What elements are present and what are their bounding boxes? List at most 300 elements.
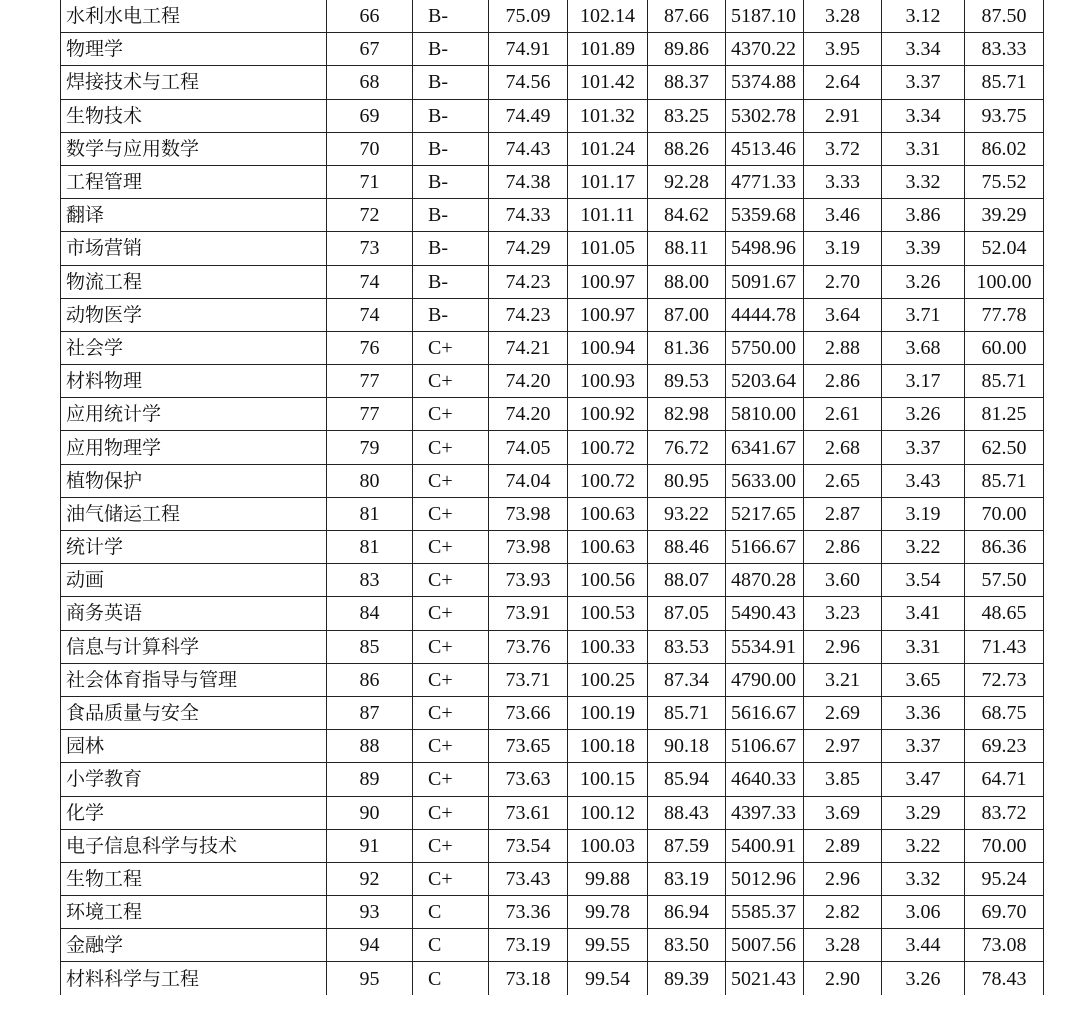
grade-cell: C [413, 929, 489, 962]
index-cell: 100.19 [568, 696, 648, 729]
score-cell: 73.65 [489, 730, 568, 763]
grade-cell: C+ [413, 431, 489, 464]
table-row [61, 730, 1044, 763]
table-row [61, 862, 1044, 895]
table-row [61, 132, 1044, 165]
index-cell: 100.97 [568, 298, 648, 331]
percent-cell: 57.50 [965, 564, 1044, 597]
table-row [61, 663, 1044, 696]
table-row [61, 33, 1044, 66]
salary-cell: 5166.67 [726, 531, 804, 564]
value-b-cell: 3.41 [882, 597, 965, 630]
value-a-cell: 2.91 [804, 99, 882, 132]
salary-cell: 5091.67 [726, 265, 804, 298]
salary-cell: 5359.68 [726, 199, 804, 232]
grade-cell: C+ [413, 365, 489, 398]
value-b-cell: 3.26 [882, 265, 965, 298]
rate-cell: 88.43 [648, 796, 726, 829]
value-a-cell: 2.69 [804, 696, 882, 729]
percent-cell: 78.43 [965, 962, 1044, 995]
value-a-cell: 3.95 [804, 33, 882, 66]
major-name-cell: 市场营销 [61, 232, 327, 265]
table-row [61, 398, 1044, 431]
grade-cell: C+ [413, 829, 489, 862]
grade-cell: C+ [413, 497, 489, 530]
percent-cell: 72.73 [965, 663, 1044, 696]
value-a-cell: 2.86 [804, 531, 882, 564]
value-a-cell: 3.28 [804, 0, 882, 33]
value-a-cell: 3.19 [804, 232, 882, 265]
value-b-cell: 3.12 [882, 0, 965, 33]
table-row [61, 99, 1044, 132]
index-cell: 99.55 [568, 929, 648, 962]
value-b-cell: 3.34 [882, 33, 965, 66]
rate-cell: 89.39 [648, 962, 726, 995]
salary-cell: 4513.46 [726, 132, 804, 165]
percent-cell: 70.00 [965, 829, 1044, 862]
major-name-cell: 应用统计学 [61, 398, 327, 431]
rank-cell: 73 [327, 232, 413, 265]
rank-cell: 81 [327, 497, 413, 530]
rate-cell: 87.34 [648, 663, 726, 696]
rank-cell: 79 [327, 431, 413, 464]
score-cell: 73.71 [489, 663, 568, 696]
rate-cell: 83.25 [648, 99, 726, 132]
score-cell: 74.21 [489, 331, 568, 364]
value-b-cell: 3.26 [882, 962, 965, 995]
rank-cell: 72 [327, 199, 413, 232]
salary-cell: 5534.91 [726, 630, 804, 663]
index-cell: 101.42 [568, 66, 648, 99]
major-name-cell: 物流工程 [61, 265, 327, 298]
salary-cell: 5203.64 [726, 365, 804, 398]
grade-cell: B- [413, 33, 489, 66]
value-b-cell: 3.06 [882, 896, 965, 929]
major-name-cell: 焊接技术与工程 [61, 66, 327, 99]
value-a-cell: 2.88 [804, 331, 882, 364]
grade-cell: B- [413, 66, 489, 99]
score-cell: 73.19 [489, 929, 568, 962]
value-a-cell: 3.64 [804, 298, 882, 331]
value-b-cell: 3.22 [882, 531, 965, 564]
grade-cell: C+ [413, 398, 489, 431]
grade-cell: B- [413, 232, 489, 265]
grade-cell: C+ [413, 796, 489, 829]
index-cell: 100.56 [568, 564, 648, 597]
value-a-cell: 3.72 [804, 132, 882, 165]
value-a-cell: 3.85 [804, 763, 882, 796]
rank-cell: 68 [327, 66, 413, 99]
score-cell: 73.18 [489, 962, 568, 995]
value-a-cell: 2.96 [804, 630, 882, 663]
salary-cell: 5400.91 [726, 829, 804, 862]
value-a-cell: 3.46 [804, 199, 882, 232]
grade-cell: C+ [413, 630, 489, 663]
value-b-cell: 3.31 [882, 132, 965, 165]
percent-cell: 73.08 [965, 929, 1044, 962]
rate-cell: 76.72 [648, 431, 726, 464]
index-cell: 100.33 [568, 630, 648, 663]
score-cell: 74.04 [489, 464, 568, 497]
rate-cell: 83.53 [648, 630, 726, 663]
rank-cell: 80 [327, 464, 413, 497]
major-name-cell: 油气储运工程 [61, 497, 327, 530]
score-cell: 73.93 [489, 564, 568, 597]
major-name-cell: 工程管理 [61, 165, 327, 198]
rank-cell: 87 [327, 696, 413, 729]
grade-cell: C [413, 962, 489, 995]
value-b-cell: 3.47 [882, 763, 965, 796]
rank-cell: 66 [327, 0, 413, 33]
grade-cell: C+ [413, 763, 489, 796]
major-name-cell: 物理学 [61, 33, 327, 66]
rate-cell: 80.95 [648, 464, 726, 497]
major-name-cell: 材料科学与工程 [61, 962, 327, 995]
index-cell: 100.97 [568, 265, 648, 298]
table-row [61, 365, 1044, 398]
score-cell: 74.20 [489, 398, 568, 431]
major-name-cell: 水利水电工程 [61, 0, 327, 33]
value-b-cell: 3.86 [882, 199, 965, 232]
table-row [61, 630, 1044, 663]
table-container [60, 0, 1044, 995]
percent-cell: 95.24 [965, 862, 1044, 895]
major-name-cell: 化学 [61, 796, 327, 829]
value-b-cell: 3.65 [882, 663, 965, 696]
score-cell: 74.05 [489, 431, 568, 464]
salary-cell: 5498.96 [726, 232, 804, 265]
rate-cell: 88.11 [648, 232, 726, 265]
percent-cell: 86.36 [965, 531, 1044, 564]
percent-cell: 93.75 [965, 99, 1044, 132]
index-cell: 100.15 [568, 763, 648, 796]
score-cell: 73.43 [489, 862, 568, 895]
score-cell: 73.91 [489, 597, 568, 630]
index-cell: 100.18 [568, 730, 648, 763]
index-cell: 101.17 [568, 165, 648, 198]
salary-cell: 5302.78 [726, 99, 804, 132]
table-row [61, 597, 1044, 630]
salary-cell: 5187.10 [726, 0, 804, 33]
rate-cell: 86.94 [648, 896, 726, 929]
index-cell: 99.78 [568, 896, 648, 929]
grade-cell: C+ [413, 564, 489, 597]
value-a-cell: 2.97 [804, 730, 882, 763]
major-name-cell: 数学与应用数学 [61, 132, 327, 165]
percent-cell: 77.78 [965, 298, 1044, 331]
salary-cell: 4444.78 [726, 298, 804, 331]
score-cell: 74.20 [489, 365, 568, 398]
rank-cell: 81 [327, 531, 413, 564]
major-name-cell: 电子信息科学与技术 [61, 829, 327, 862]
rate-cell: 87.05 [648, 597, 726, 630]
grade-cell: B- [413, 0, 489, 33]
salary-cell: 4771.33 [726, 165, 804, 198]
salary-cell: 5374.88 [726, 66, 804, 99]
index-cell: 102.14 [568, 0, 648, 33]
value-a-cell: 2.82 [804, 896, 882, 929]
score-cell: 73.66 [489, 696, 568, 729]
table-row [61, 0, 1044, 33]
salary-cell: 5012.96 [726, 862, 804, 895]
rank-cell: 90 [327, 796, 413, 829]
salary-cell: 4370.22 [726, 33, 804, 66]
salary-cell: 5217.65 [726, 497, 804, 530]
value-a-cell: 2.68 [804, 431, 882, 464]
index-cell: 101.32 [568, 99, 648, 132]
percent-cell: 85.71 [965, 365, 1044, 398]
value-b-cell: 3.19 [882, 497, 965, 530]
percent-cell: 62.50 [965, 431, 1044, 464]
major-name-cell: 植物保护 [61, 464, 327, 497]
score-cell: 73.63 [489, 763, 568, 796]
value-b-cell: 3.34 [882, 99, 965, 132]
index-cell: 100.12 [568, 796, 648, 829]
salary-cell: 5007.56 [726, 929, 804, 962]
rate-cell: 85.71 [648, 696, 726, 729]
value-b-cell: 3.36 [882, 696, 965, 729]
major-name-cell: 材料物理 [61, 365, 327, 398]
score-cell: 75.09 [489, 0, 568, 33]
percent-cell: 70.00 [965, 497, 1044, 530]
salary-cell: 4640.33 [726, 763, 804, 796]
value-b-cell: 3.17 [882, 365, 965, 398]
rate-cell: 88.07 [648, 564, 726, 597]
major-name-cell: 动物医学 [61, 298, 327, 331]
rank-cell: 91 [327, 829, 413, 862]
major-name-cell: 食品质量与安全 [61, 696, 327, 729]
percent-cell: 64.71 [965, 763, 1044, 796]
table-row [61, 962, 1044, 995]
value-b-cell: 3.31 [882, 630, 965, 663]
salary-cell: 5633.00 [726, 464, 804, 497]
major-name-cell: 翻译 [61, 199, 327, 232]
value-a-cell: 2.61 [804, 398, 882, 431]
major-name-cell: 生物技术 [61, 99, 327, 132]
percent-cell: 69.70 [965, 896, 1044, 929]
rank-cell: 88 [327, 730, 413, 763]
value-b-cell: 3.44 [882, 929, 965, 962]
rank-cell: 77 [327, 365, 413, 398]
table-row [61, 199, 1044, 232]
index-cell: 99.88 [568, 862, 648, 895]
table-row [61, 431, 1044, 464]
table-row [61, 896, 1044, 929]
index-cell: 100.25 [568, 663, 648, 696]
table-row [61, 232, 1044, 265]
major-name-cell: 社会学 [61, 331, 327, 364]
value-a-cell: 3.69 [804, 796, 882, 829]
score-cell: 74.33 [489, 199, 568, 232]
value-b-cell: 3.71 [882, 298, 965, 331]
table-row [61, 497, 1044, 530]
rate-cell: 89.86 [648, 33, 726, 66]
rate-cell: 88.26 [648, 132, 726, 165]
table-row [61, 531, 1044, 564]
grade-cell: C+ [413, 862, 489, 895]
salary-cell: 6341.67 [726, 431, 804, 464]
major-name-cell: 园林 [61, 730, 327, 763]
index-cell: 100.63 [568, 531, 648, 564]
rank-cell: 69 [327, 99, 413, 132]
major-name-cell: 应用物理学 [61, 431, 327, 464]
salary-cell: 5616.67 [726, 696, 804, 729]
score-cell: 74.23 [489, 265, 568, 298]
major-name-cell: 小学教育 [61, 763, 327, 796]
value-a-cell: 3.23 [804, 597, 882, 630]
index-cell: 100.53 [568, 597, 648, 630]
value-b-cell: 3.32 [882, 165, 965, 198]
rank-cell: 74 [327, 298, 413, 331]
table-row [61, 331, 1044, 364]
rate-cell: 84.62 [648, 199, 726, 232]
index-cell: 101.11 [568, 199, 648, 232]
grade-cell: C+ [413, 464, 489, 497]
score-cell: 74.91 [489, 33, 568, 66]
score-cell: 73.98 [489, 531, 568, 564]
value-b-cell: 3.43 [882, 464, 965, 497]
grade-cell: C+ [413, 730, 489, 763]
percent-cell: 68.75 [965, 696, 1044, 729]
value-a-cell: 2.70 [804, 265, 882, 298]
table-row [61, 929, 1044, 962]
score-cell: 74.49 [489, 99, 568, 132]
percent-cell: 60.00 [965, 331, 1044, 364]
rate-cell: 92.28 [648, 165, 726, 198]
index-cell: 101.05 [568, 232, 648, 265]
major-name-cell: 环境工程 [61, 896, 327, 929]
value-a-cell: 2.89 [804, 829, 882, 862]
value-b-cell: 3.68 [882, 331, 965, 364]
index-cell: 100.63 [568, 497, 648, 530]
rank-cell: 67 [327, 33, 413, 66]
grade-cell: B- [413, 199, 489, 232]
table-row [61, 796, 1044, 829]
major-name-cell: 动画 [61, 564, 327, 597]
percent-cell: 83.33 [965, 33, 1044, 66]
score-cell: 74.23 [489, 298, 568, 331]
value-b-cell: 3.37 [882, 730, 965, 763]
grade-cell: B- [413, 132, 489, 165]
salary-cell: 5106.67 [726, 730, 804, 763]
table-row [61, 66, 1044, 99]
salary-cell: 4397.33 [726, 796, 804, 829]
score-cell: 73.98 [489, 497, 568, 530]
index-cell: 99.54 [568, 962, 648, 995]
salary-cell: 5585.37 [726, 896, 804, 929]
grade-cell: B- [413, 99, 489, 132]
percent-cell: 69.23 [965, 730, 1044, 763]
rank-cell: 86 [327, 663, 413, 696]
rate-cell: 88.37 [648, 66, 726, 99]
table-row [61, 464, 1044, 497]
index-cell: 100.03 [568, 829, 648, 862]
table-row [61, 829, 1044, 862]
rate-cell: 87.59 [648, 829, 726, 862]
rate-cell: 83.50 [648, 929, 726, 962]
rank-cell: 93 [327, 896, 413, 929]
value-a-cell: 2.86 [804, 365, 882, 398]
table-row [61, 696, 1044, 729]
grade-cell: C+ [413, 597, 489, 630]
value-b-cell: 3.39 [882, 232, 965, 265]
value-a-cell: 3.33 [804, 165, 882, 198]
index-cell: 100.92 [568, 398, 648, 431]
major-name-cell: 社会体育指导与管理 [61, 663, 327, 696]
rate-cell: 81.36 [648, 331, 726, 364]
value-b-cell: 3.54 [882, 564, 965, 597]
index-cell: 100.72 [568, 431, 648, 464]
rank-cell: 77 [327, 398, 413, 431]
index-cell: 101.89 [568, 33, 648, 66]
value-a-cell: 2.65 [804, 464, 882, 497]
percent-cell: 100.00 [965, 265, 1044, 298]
percent-cell: 87.50 [965, 0, 1044, 33]
grade-cell: C+ [413, 531, 489, 564]
rank-cell: 92 [327, 862, 413, 895]
grade-cell: C+ [413, 696, 489, 729]
major-name-cell: 商务英语 [61, 597, 327, 630]
percent-cell: 71.43 [965, 630, 1044, 663]
salary-cell: 5490.43 [726, 597, 804, 630]
rate-cell: 85.94 [648, 763, 726, 796]
major-name-cell: 生物工程 [61, 862, 327, 895]
value-a-cell: 2.90 [804, 962, 882, 995]
rank-cell: 89 [327, 763, 413, 796]
rate-cell: 83.19 [648, 862, 726, 895]
value-a-cell: 2.96 [804, 862, 882, 895]
grade-cell: C+ [413, 663, 489, 696]
score-cell: 74.43 [489, 132, 568, 165]
major-name-cell: 金融学 [61, 929, 327, 962]
rate-cell: 87.66 [648, 0, 726, 33]
percent-cell: 85.71 [965, 464, 1044, 497]
grade-cell: C+ [413, 331, 489, 364]
percent-cell: 48.65 [965, 597, 1044, 630]
score-cell: 73.36 [489, 896, 568, 929]
salary-cell: 5750.00 [726, 331, 804, 364]
percent-cell: 52.04 [965, 232, 1044, 265]
value-b-cell: 3.22 [882, 829, 965, 862]
rate-cell: 88.00 [648, 265, 726, 298]
rank-cell: 84 [327, 597, 413, 630]
score-cell: 73.76 [489, 630, 568, 663]
value-a-cell: 3.60 [804, 564, 882, 597]
rate-cell: 89.53 [648, 365, 726, 398]
ranking-table [60, 0, 1044, 995]
table-row [61, 298, 1044, 331]
value-b-cell: 3.37 [882, 431, 965, 464]
value-b-cell: 3.26 [882, 398, 965, 431]
grade-cell: B- [413, 165, 489, 198]
value-b-cell: 3.37 [882, 66, 965, 99]
percent-cell: 85.71 [965, 66, 1044, 99]
percent-cell: 83.72 [965, 796, 1044, 829]
table-row [61, 265, 1044, 298]
table-body [61, 0, 1044, 995]
rate-cell: 82.98 [648, 398, 726, 431]
rank-cell: 70 [327, 132, 413, 165]
major-name-cell: 信息与计算科学 [61, 630, 327, 663]
score-cell: 74.29 [489, 232, 568, 265]
score-cell: 73.61 [489, 796, 568, 829]
rank-cell: 74 [327, 265, 413, 298]
value-a-cell: 3.28 [804, 929, 882, 962]
rate-cell: 87.00 [648, 298, 726, 331]
salary-cell: 4790.00 [726, 663, 804, 696]
grade-cell: C [413, 896, 489, 929]
index-cell: 101.24 [568, 132, 648, 165]
